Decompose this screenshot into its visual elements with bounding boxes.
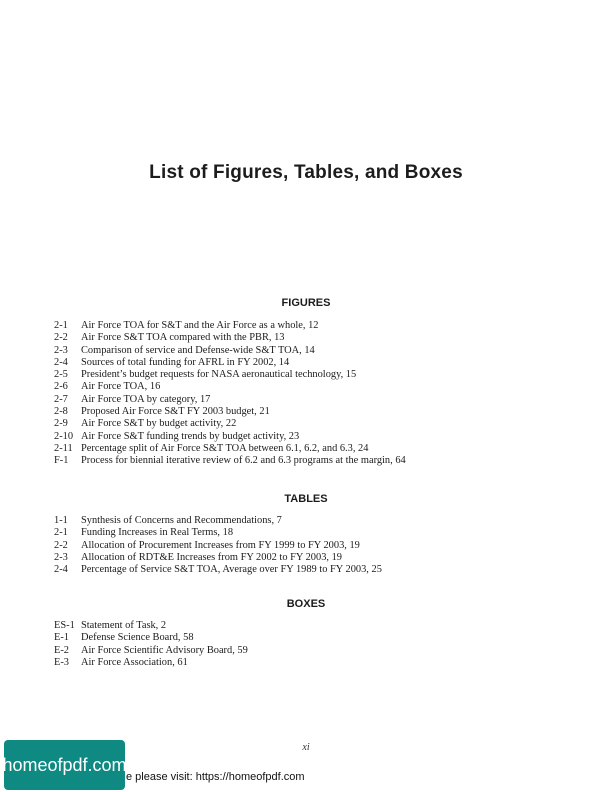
entry-text: Air Force S&T funding trends by budget activity, 23 (81, 430, 300, 442)
entry-text: Percentage of Service S&T TOA, Average over FY 1989 to FY 2003, 25 (81, 564, 382, 576)
entry-number: 2-11 (54, 442, 73, 454)
list-item (54, 406, 574, 418)
entry-number: 2-4 (54, 356, 68, 368)
watermark-badge[interactable]: homeofpdf.com (4, 740, 125, 790)
entry-text: President’s budget requests for NASA aeronautical technology, 15 (81, 369, 357, 381)
entry-text: Funding Increases in Real Terms, 18 (81, 527, 234, 539)
list-item (54, 540, 574, 552)
entry-text: Allocation of RDT&E Increases from FY 2002 to FY 2003, 19 (81, 551, 342, 563)
entry-number: E-3 (54, 656, 70, 668)
entry-text: Defense Science Board, 58 (81, 632, 194, 644)
entry-text: Air Force Scientific Advisory Board, 59 (81, 644, 248, 656)
list-item (54, 381, 574, 393)
entry-text: Statement of Task, 2 (81, 620, 167, 631)
entry-number: 2-1 (54, 320, 68, 331)
list-item (54, 455, 574, 467)
entry-number: 1-1 (54, 515, 68, 526)
entry-number: 2-1 (54, 527, 68, 539)
list-item (54, 620, 574, 632)
tables-heading: TABLES (284, 493, 328, 505)
entry-text: Allocation of Procurement Increases from FY 1999 to FY 2003, 19 (81, 539, 360, 551)
entry-text: Air Force S&T TOA compared with the PBR, 13 (81, 332, 285, 344)
tables-list (54, 515, 574, 576)
entry-text: Comparison of service and Defense-wide S&T TOA, 14 (81, 344, 315, 356)
boxes-heading: BOXES (286, 598, 326, 610)
entry-number: 2-10 (54, 430, 74, 442)
entry-number: 2-5 (54, 369, 68, 381)
list-item (54, 645, 574, 657)
entry-number: E-2 (54, 644, 70, 656)
entry-text: Air Force Association, 61 (81, 656, 188, 668)
entry-text: Percentage split of Air Force S&T TOA between 6.1, 6.2, and 6.3, 24 (81, 442, 369, 454)
entry-text: Air Force TOA, 16 (81, 381, 161, 393)
entry-text: Air Force TOA by category, 17 (81, 393, 211, 405)
entry-number: 2-2 (54, 332, 68, 344)
entry-number: 2-2 (54, 539, 68, 551)
entry-number: E-1 (54, 632, 70, 644)
watermark-link-text[interactable]: e please visit: https://homeofpdf.com (126, 771, 305, 783)
entry-text: Air Force S&T by budget activity, 22 (81, 418, 237, 430)
list-item (54, 418, 574, 430)
list-item (54, 320, 574, 332)
list-item (54, 515, 574, 527)
entry-number: 2-3 (54, 551, 68, 563)
entry-number: 2-7 (54, 393, 68, 405)
boxes-list (54, 620, 574, 669)
list-item (54, 431, 574, 443)
list-item (54, 394, 574, 406)
entry-number: 2-3 (54, 344, 68, 356)
entry-text: Sources of total funding for AFRL in FY 2002, 14 (81, 356, 290, 368)
entry-number: ES-1 (54, 620, 75, 631)
entry-number: F-1 (54, 455, 69, 467)
figures-heading: FIGURES (281, 297, 331, 309)
list-item (54, 369, 574, 381)
list-item (54, 657, 574, 669)
entry-text: Synthesis of Concerns and Recommendations, 7 (81, 515, 282, 526)
entry-text: Proposed Air Force S&T FY 2003 budget, 21 (81, 406, 270, 418)
list-item (54, 345, 574, 357)
page-title: List of Figures, Tables, and Boxes (149, 162, 463, 183)
entry-text: Process for biennial iterative review of 6.2 and 6.3 programs at the margin, 64 (81, 455, 406, 467)
list-item (54, 527, 574, 539)
list-item (54, 564, 574, 576)
entry-number: 2-4 (54, 564, 68, 576)
list-item (54, 332, 574, 344)
entry-number: 2-8 (54, 406, 68, 418)
list-item (54, 552, 574, 564)
page-number: xi (302, 742, 310, 753)
list-item (54, 357, 574, 369)
entry-number: 2-9 (54, 418, 68, 430)
list-item (54, 632, 574, 644)
entry-text: Air Force TOA for S&T and the Air Force as a whole, 12 (81, 320, 319, 331)
list-item (54, 443, 574, 455)
figures-list (54, 320, 574, 468)
entry-number: 2-6 (54, 381, 68, 393)
